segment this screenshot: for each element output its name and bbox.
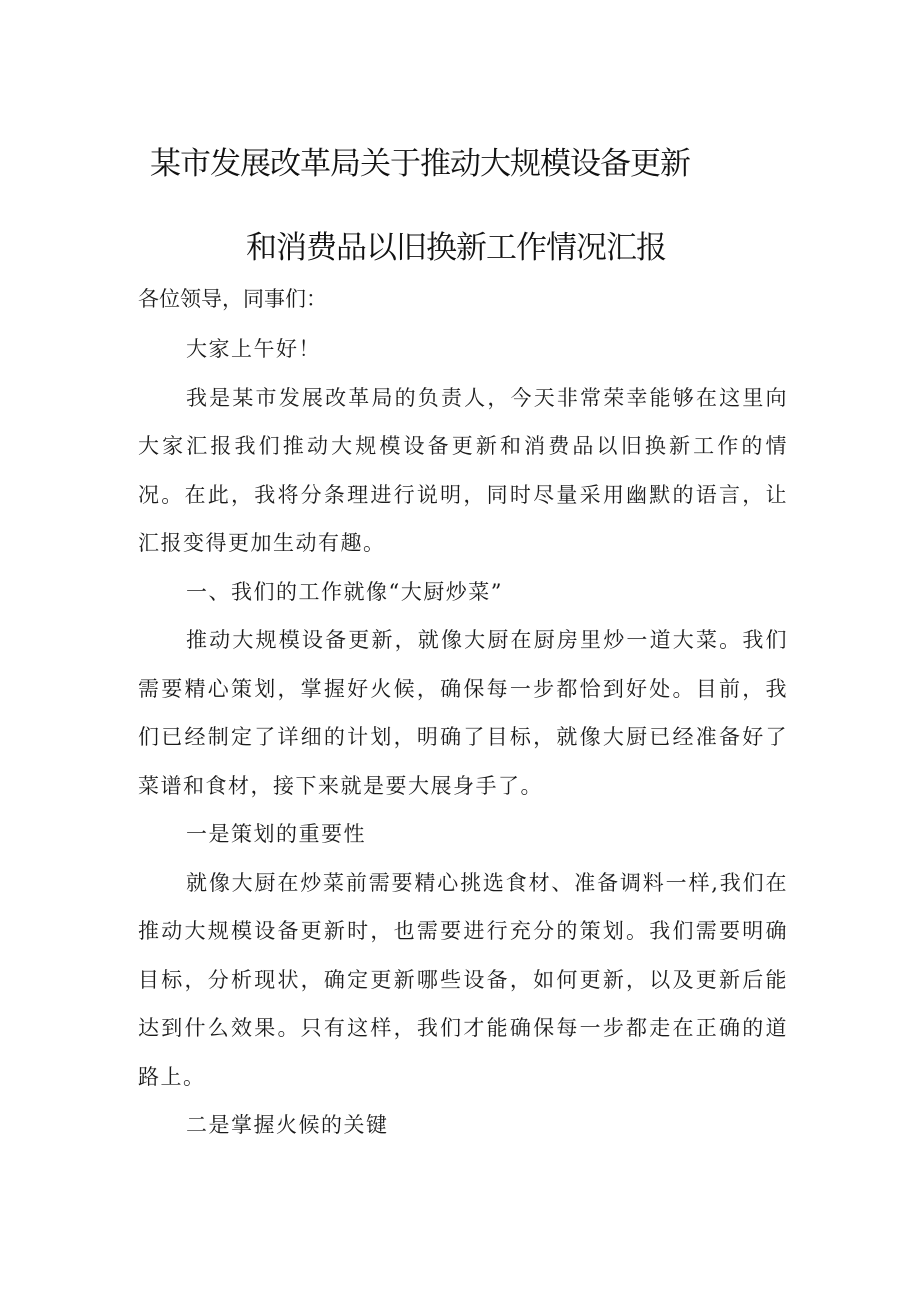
paragraph-section-1: 推动大规模设备更新，就像大厨在厨房里炒一道大菜。我们需要精心策划，掌握好火候，确保每一步都恰到好处。目前，我们已经制定了详细的计划，明确了目标，就像大厨已经准备好了菜谱和食材，接下来就是要大展身手了。 xyxy=(138,628,788,798)
paragraph-subsection-1: 就像大厨在炒菜前需要精心挑选食材、准备调料一样,我们在推动大规模设备更新时，也需要进行充分的策划。我们需要明确目标，分析现状，确定更新哪些设备，如何更新，以及更新后能达到什么效果。只有这样，我们才能确保每一步都走在正确的道路上。 xyxy=(138,870,788,1089)
subheading-1: 一是策划的重要性 xyxy=(186,822,366,846)
document-body xyxy=(138,325,788,1150)
paragraph-intro: 我是某市发展改革局的负责人，今天非常荣幸能够在这里向大家汇报我们推动大规模设备更新和消费品以旧换新工作的情况。在此，我将分条理进行说明，同时尽量采用幽默的语言，让汇报变得更加生动有趣。 xyxy=(138,385,788,555)
salutation: 各位领导，同事们： xyxy=(138,287,327,311)
document-title-line-2: 和消费品以旧换新工作情况汇报 xyxy=(246,230,666,266)
document-title-line-1: 某市发展改革局关于推动大规模设备更新 xyxy=(150,146,690,182)
section-heading-1: 一、我们的工作就像“大厨炒菜” xyxy=(186,579,503,604)
paragraph-greeting: 大家上午好！ xyxy=(186,337,321,361)
subheading-2: 二是掌握火候的关键 xyxy=(186,1113,389,1137)
